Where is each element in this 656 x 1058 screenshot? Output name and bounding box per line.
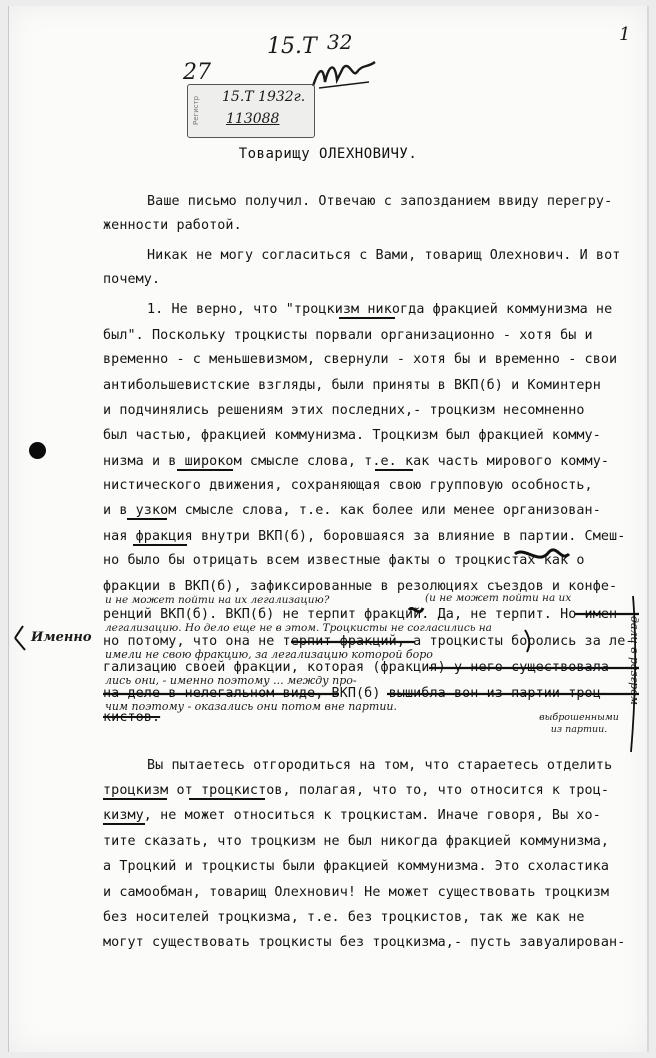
stamp-label: Регистр <box>192 95 200 125</box>
stamp-date: 15.Т 1932г. <box>222 89 306 105</box>
text-line: Ваше письмо получил. Отвечаю с запозданием ввиду перегру- <box>147 194 613 209</box>
corner-page-number: 1 <box>619 24 631 45</box>
handwritten-insert: легализацию. Но дело еще не в этом. Троцкисты не согласились на <box>105 622 492 634</box>
text-line: без носителей троцкизма, т.е. без троцкистов, так же как не <box>103 910 585 925</box>
text-line: 1. Не верно, что "троцкизм никогда фракцией коммунизма не <box>147 302 613 317</box>
text-line-edited: на деле в нелегальном виде, ВКП(б) вышибла вон из партии троц- <box>103 686 610 701</box>
text-line: временно - с меньшевизмом, свернули - хотя бы и временно - свои <box>103 352 618 367</box>
handwritten-signature <box>309 58 381 92</box>
text-line: и подчинялись решениям этих последних,- троцкизм несомненно <box>103 403 585 418</box>
text-line: а Троцкий и троцкисты были фракцией коммунизма. Это схоластика <box>103 859 610 874</box>
handwritten-insert: чим поэтому - оказались они потом вне партии. <box>105 700 397 713</box>
text-line: ная фракция внутри ВКП(б), боровшаяся за влияние в партии. Смеш- <box>103 529 626 544</box>
handwritten-insert: Именно <box>31 630 92 645</box>
text-line: тите сказать, что троцкизм не был никогда фракцией коммунизма, <box>103 834 610 849</box>
text-line-edited: но потому, что она не терпит фракций, а троцкисты боролись за ле- <box>103 634 634 649</box>
top-handwritten-number-2: 32 <box>327 30 353 54</box>
text-line: был частью, фракцией коммунизма. Троцкизм был фракцией комму- <box>103 428 601 443</box>
document-page <box>8 6 649 1052</box>
text-line: был". Поскольку троцкисты порвали организационно - хотя бы и <box>103 328 593 343</box>
handwritten-insert: выброшенными из партии. <box>539 712 619 735</box>
handwritten-insert: имели не свою фракцию, за легализацию которой боро <box>105 648 433 661</box>
text-line: почему. <box>103 272 161 287</box>
text-line-struck: кистов. <box>103 710 161 725</box>
text-line: но было бы отрицать всем известные факты о троцкистах как о <box>103 553 585 568</box>
document-title: Товарищу ОЛЕХНОВИЧУ. <box>238 146 418 162</box>
text-line: и в узком смысле слова, т.е. как более или менее организован- <box>103 503 601 518</box>
left-handwritten-number: 27 <box>183 60 211 85</box>
text-line: женности работой. <box>103 218 242 233</box>
stamp-number: 113088 <box>226 111 280 127</box>
text-line-edited: ренций ВКП(б). ВКП(б) не терпит фракций. Да, не терпит. Но имен- <box>103 607 626 622</box>
insert-bracket <box>15 626 25 650</box>
top-handwritten-number: 15.Т <box>267 34 317 59</box>
text-line: могут существовать троцкисты без троцкизма,- пусть завуалирован- <box>103 935 626 950</box>
text-line-edited: гализацию своей фракции, которая (фракция) у него существовала <box>103 660 610 675</box>
text-line: и самообман, товарищ Олехнович! Не может существовать троцкизм <box>103 885 610 900</box>
text-line: низма и в широком смысле слова, т.е. как часть мирового комму- <box>103 454 610 469</box>
registration-stamp <box>187 84 315 138</box>
text-line: Никак не могу согласиться с Вами, товарищ Олехнович. И вот <box>147 248 621 263</box>
text-line: антибольшевистские взгляды, были приняты в ВКП(б) и Коминтерн <box>103 378 601 393</box>
text-line: кизму, не может относиться к троцкистам. Иначе говоря, Вы хо- <box>103 808 601 823</box>
text-line: нистического движения, сохраняющая свою групповую особность, <box>103 478 593 493</box>
handwritten-insert: и не может пойти на их легализацию? <box>105 594 330 606</box>
handwritten-insert: лись они, - именно поэтому ... между про- <box>105 674 357 687</box>
punch-hole <box>29 442 46 459</box>
handwritten-insert: (и не может пойти на их <box>425 592 572 604</box>
text-line: фракции в ВКП(б), зафиксированные в резолюциях съездов и конфе- <box>103 579 618 594</box>
handwritten-side-note: дали в разгром <box>628 616 641 705</box>
text-line: Вы пытаетесь отгородиться на том, что стараетесь отделить <box>147 758 613 773</box>
text-line: троцкизм от троцкистов, полагая, что то, что относится к троц- <box>103 783 610 798</box>
